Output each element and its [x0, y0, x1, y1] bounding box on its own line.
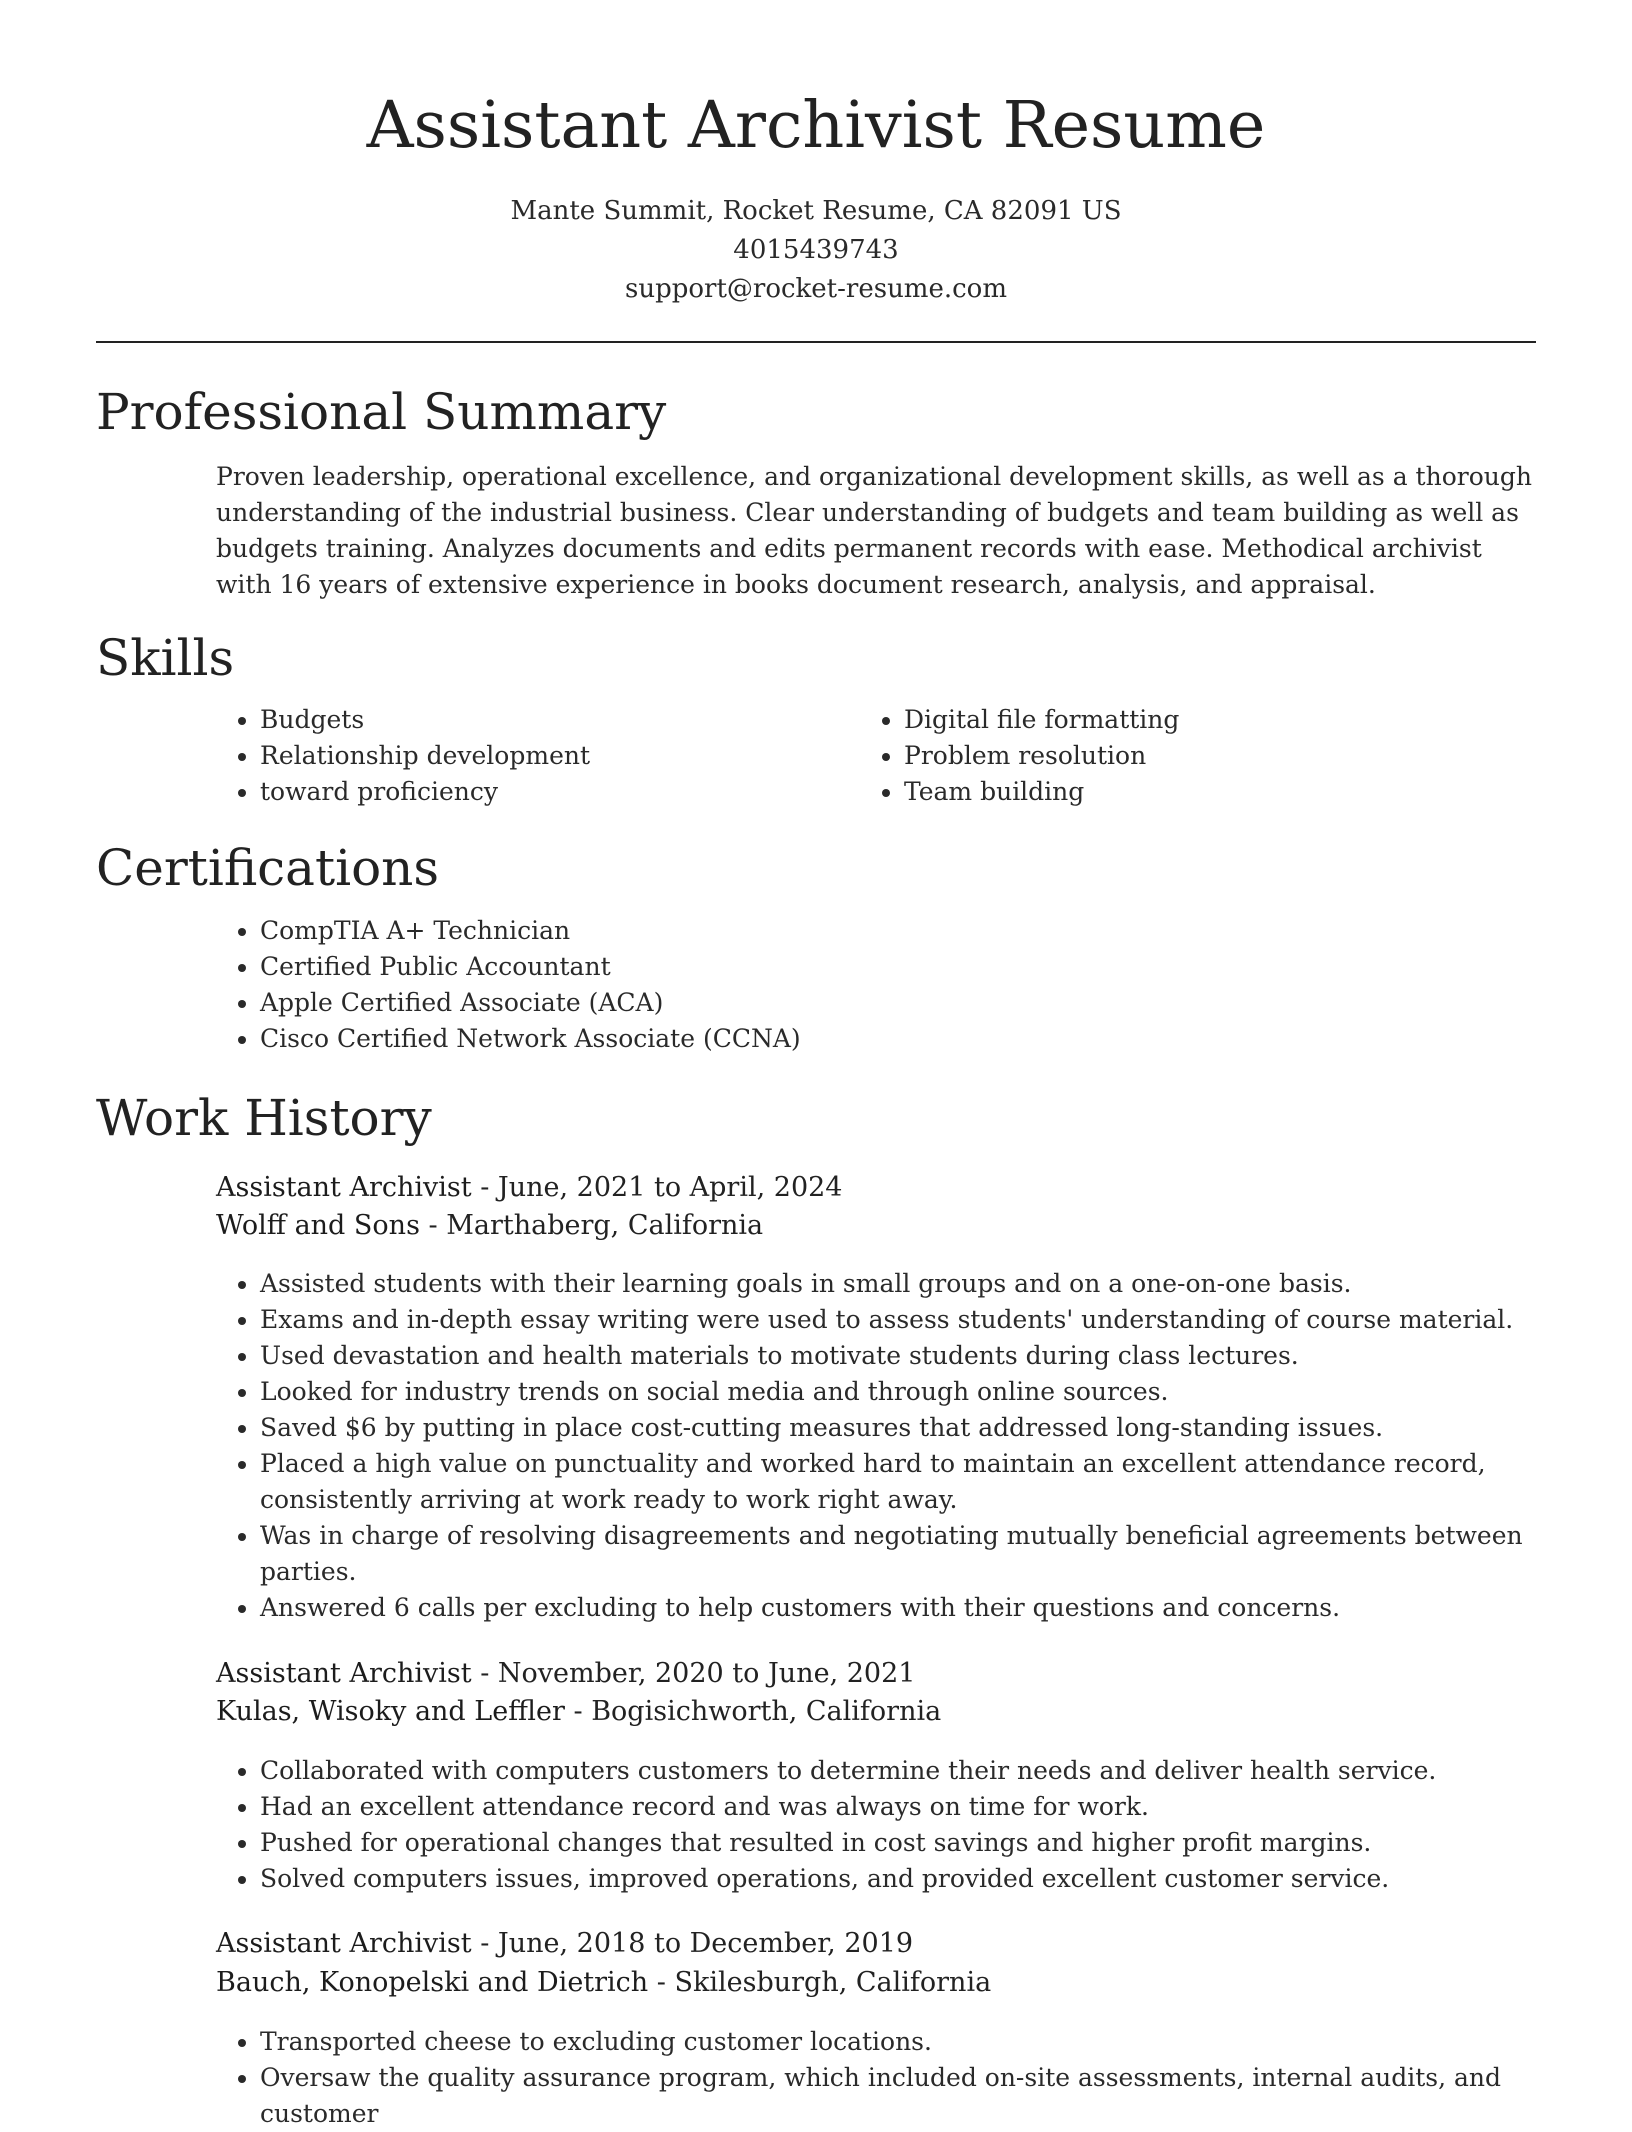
- summary-heading: Professional Summary: [96, 383, 667, 441]
- job-dates: June, 2021 to April, 2024: [497, 1172, 843, 1203]
- job-bullet: • Solved computers issues, improved operations, and provided excellent customer service.: [260, 1861, 1590, 1897]
- contact-address: Mante Summit, Rocket Resume, CA 82091 US: [510, 196, 1122, 226]
- job-location: Skilesburgh, California: [674, 1967, 992, 1998]
- skills-list-left: [216, 702, 820, 810]
- job-bullet: • Placed a high value on punctuality and worked hard to maintain an excellent attendance record, consistently arriving at work ready to work right away.: [260, 1446, 1590, 1518]
- contact-email: support@rocket-resume.com: [624, 274, 1007, 304]
- contact-block: [0, 192, 1632, 309]
- skill-item: • Problem resolution: [904, 738, 1464, 774]
- work-heading: Work History: [96, 1089, 432, 1147]
- job-title-line: Assistant Archivist - June, 2018 to December, 2019: [216, 1928, 914, 1959]
- resume-title: Assistant Archivist Resume: [366, 88, 1266, 163]
- job-bullet: • Saved $6 by putting in place cost-cutting measures that addressed long-standing issues.: [260, 1410, 1590, 1446]
- job-company-line: Kulas, Wisoky and Leffler - Bogisichworth, California: [216, 1696, 942, 1727]
- certification-item: • Apple Certified Associate (ACA): [260, 985, 1540, 1021]
- job-bullet: • Oversaw the quality assurance program, which included on-site assessments, internal audits, and customer: [260, 2060, 1590, 2132]
- job-bullet: • Exams and in-depth essay writing were used to assess students' understanding of course material.: [260, 1302, 1590, 1338]
- job-bullet: • Had an excellent attendance record and was always on time for work.: [260, 1789, 1590, 1825]
- job-company: Wolff and Sons: [216, 1210, 420, 1241]
- skills-heading: Skills: [96, 629, 235, 687]
- summary-text: Proven leadership, operational excellence, and organizational development skills, as well as a thorough understanding of the industrial business. Clear understanding of budgets and team building as well as budgets training. Analyzes documents and edits permanent records with ease. Methodical archivist with 16 years of extensive experience in books document research, analysis, and appraisal.: [216, 462, 1532, 599]
- job-company-line: Bauch, Konopelski and Dietrich - Skilesburgh, California: [216, 1967, 992, 1998]
- job-bullet: • Was in charge of resolving disagreements and negotiating mutually beneficial agreements between parties.: [260, 1518, 1590, 1590]
- job-bullet: • Collaborated with computers customers to determine their needs and deliver health service.: [260, 1753, 1590, 1789]
- skill-item: • Budgets: [260, 702, 820, 738]
- certification-item: • Cisco Certified Network Associate (CCNA): [260, 1021, 1540, 1057]
- skill-item: • Digital file formatting: [904, 702, 1464, 738]
- job-title-line: Assistant Archivist - June, 2021 to April, 2024: [216, 1172, 843, 1203]
- job-company: Bauch, Konopelski and Dietrich: [216, 1967, 649, 1998]
- job-bullets: [216, 2024, 1590, 2132]
- header-divider: [96, 341, 1536, 343]
- skills-list-right: [860, 702, 1464, 810]
- skill-item: • Relationship development: [260, 738, 820, 774]
- skill-item: • toward proficiency: [260, 774, 820, 810]
- certifications-heading: Certifications: [96, 839, 440, 897]
- certifications-list: [216, 913, 1540, 1057]
- job-title-line: Assistant Archivist - November, 2020 to June, 2021: [216, 1658, 916, 1689]
- certification-item: • Certified Public Accountant: [260, 949, 1540, 985]
- contact-phone: 4015439743: [733, 235, 899, 265]
- job-bullet: • Transported cheese to excluding customer locations.: [260, 2024, 1590, 2060]
- job-role: Assistant Archivist: [216, 1172, 472, 1203]
- job-dates: June, 2018 to December, 2019: [497, 1928, 914, 1959]
- job-bullet: • Pushed for operational changes that resulted in cost savings and higher profit margins.: [260, 1825, 1590, 1861]
- skill-item: • Team building: [904, 774, 1464, 810]
- job-bullets: [216, 1266, 1590, 1626]
- job-bullet: • Looked for industry trends on social media and through online sources.: [260, 1374, 1590, 1410]
- job-location: Marthaberg, California: [446, 1210, 764, 1241]
- job-location: Bogisichworth, California: [591, 1696, 942, 1727]
- certification-item: • CompTIA A+ Technician: [260, 913, 1540, 949]
- job-bullets: [216, 1753, 1590, 1897]
- job-role: Assistant Archivist: [216, 1658, 472, 1689]
- job-bullet: • Used devastation and health materials to motivate students during class lectures.: [260, 1338, 1590, 1374]
- job-bullet: • Answered 6 calls per excluding to help customers with their questions and concerns.: [260, 1590, 1590, 1626]
- job-dates: November, 2020 to June, 2021: [497, 1658, 916, 1689]
- job-bullet: • Assisted students with their learning goals in small groups and on a one-on-one basis.: [260, 1266, 1590, 1302]
- job-company: Kulas, Wisoky and Leffler: [216, 1696, 565, 1727]
- job-company-line: Wolff and Sons - Marthaberg, California: [216, 1210, 764, 1241]
- job-role: Assistant Archivist: [216, 1928, 472, 1959]
- resume-header: [0, 0, 1632, 309]
